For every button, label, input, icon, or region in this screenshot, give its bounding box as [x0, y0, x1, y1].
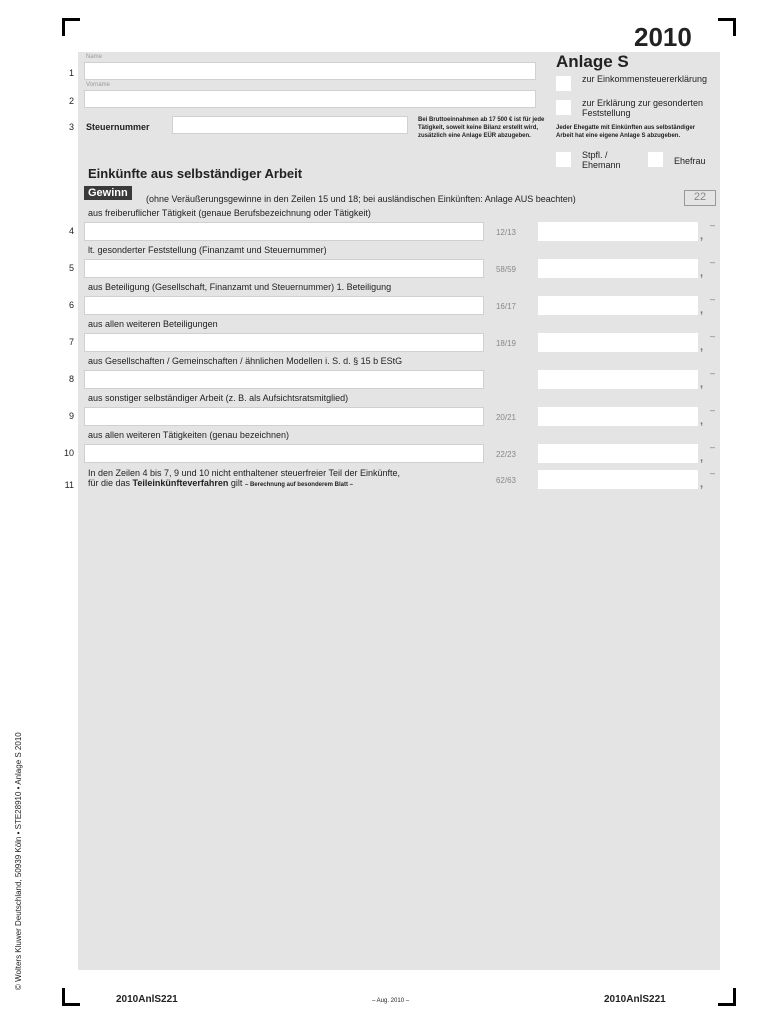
- cents-dash: –: [710, 220, 716, 230]
- row-number: 11: [64, 480, 74, 490]
- gewinn-note: (ohne Veräußerungsgewinne in den Zeilen 15 und 18; bei ausländischen Einkünften: Anlage AUS beachten): [146, 194, 576, 204]
- cents-dash: –: [710, 368, 716, 378]
- row11-label-b: [88, 478, 353, 490]
- checkbox-stpfl-ehemann[interactable]: [556, 152, 571, 167]
- row-description-field[interactable]: [84, 296, 484, 315]
- row-number: 10: [63, 448, 74, 458]
- row-amount[interactable]: [538, 296, 698, 315]
- option-einkommensteuererklaerung: zur Einkommensteuererklärung: [582, 74, 708, 84]
- cents-dash: –: [710, 257, 716, 267]
- row-code: 18/19: [495, 339, 517, 348]
- decimal-comma: ,: [700, 267, 704, 279]
- row-amount[interactable]: [538, 259, 698, 278]
- row-number: 2: [68, 96, 74, 106]
- row-number: 8: [68, 374, 74, 384]
- note-ehegatte: Jeder Ehegatte mit Einkünften aus selbständiger Arbeit hat eine eigene Anlage S abzugeben.: [556, 125, 696, 139]
- form-id-left: 2010AnlS221: [116, 994, 178, 1005]
- label-ehefrau: Ehefrau: [674, 156, 706, 166]
- row-label: aus Beteiligung (Gesellschaft, Finanzamt und Steuernummer) 1. Beteiligung: [88, 282, 392, 292]
- row-label: aus allen weiteren Tätigkeiten (genau bezeichnen): [88, 430, 289, 440]
- row-description-field[interactable]: [84, 222, 484, 241]
- decimal-comma: ,: [700, 230, 704, 242]
- row11-bold: Teileinkünfteverfahren: [132, 478, 229, 488]
- form-background: [78, 52, 720, 970]
- row-description-field[interactable]: [84, 370, 484, 389]
- form-year: 2010: [634, 22, 692, 52]
- row-number: 6: [68, 300, 74, 310]
- decimal-comma: ,: [700, 341, 704, 353]
- row-label: aus freiberuflicher Tätigkeit (genaue Berufsbezeichnung oder Tätigkeit): [88, 208, 371, 218]
- row-code: 58/59: [495, 265, 517, 274]
- row11-note: – Berechnung auf besonderem Blatt –: [244, 482, 353, 488]
- decimal-comma: ,: [700, 378, 704, 390]
- vorname-field[interactable]: [84, 90, 536, 108]
- checkbox-gesonderte-feststellung[interactable]: [556, 100, 571, 115]
- corner-mark-bottom-right: [718, 988, 736, 1006]
- row-code: 16/17: [495, 302, 517, 311]
- row-description-field[interactable]: [84, 259, 484, 278]
- cents-dash: –: [710, 294, 716, 304]
- row-number: 9: [68, 411, 74, 421]
- corner-mark-bottom-left: [62, 988, 80, 1006]
- row-amount[interactable]: [538, 333, 698, 352]
- row11-label-a: In den Zeilen 4 bis 7, 9 und 10 nicht enthaltener steuerfreier Teil der Einkünfte,: [88, 468, 401, 478]
- section-title: Einkünfte aus selbständiger Arbeit: [88, 166, 303, 181]
- row11-text: für die das: [88, 478, 131, 488]
- row-amount[interactable]: [538, 370, 698, 389]
- row-label: aus allen weiteren Beteiligungen: [88, 319, 218, 329]
- form-date: – Aug. 2010 –: [372, 998, 410, 1004]
- row-amount[interactable]: [538, 222, 698, 241]
- decimal-comma: ,: [700, 304, 704, 316]
- row-description-field[interactable]: [84, 333, 484, 352]
- corner-mark-top-left: [62, 18, 80, 36]
- gewinn-code: 22: [684, 190, 716, 206]
- row-amount[interactable]: [538, 444, 698, 463]
- form-id-right: 2010AnlS221: [604, 994, 666, 1005]
- row11-text: gilt: [230, 478, 243, 488]
- form-title: Anlage S: [556, 52, 629, 71]
- option-gesonderte-feststellung: zur Erklärung zur gesonderten Feststellung: [582, 98, 704, 118]
- decimal-comma: ,: [700, 452, 704, 464]
- decimal-comma: ,: [700, 478, 704, 490]
- row11-amount[interactable]: [538, 470, 698, 489]
- row-label: aus Gesellschaften / Gemeinschaften / ähnlichen Modellen i. S. d. § 15 b EStG: [88, 356, 403, 366]
- label-stpfl-ehemann: Stpfl. / Ehemann: [582, 150, 621, 170]
- name-field[interactable]: [84, 62, 536, 80]
- cents-dash: –: [710, 331, 716, 341]
- checkbox-einkommensteuererklaerung[interactable]: [556, 76, 571, 91]
- row-description-field[interactable]: [84, 444, 484, 463]
- corner-mark-top-right: [718, 18, 736, 36]
- row-number: 3: [68, 122, 74, 132]
- row-description-field[interactable]: [84, 407, 484, 426]
- decimal-comma: ,: [700, 415, 704, 427]
- section-tag-gewinn: Gewinn: [84, 186, 132, 200]
- row-amount[interactable]: [538, 407, 698, 426]
- row-number: 5: [68, 263, 74, 273]
- cents-dash: –: [710, 468, 716, 478]
- row-number: 7: [68, 337, 74, 347]
- steuernummer-label: Steuernummer: [86, 122, 150, 132]
- steuernummer-field[interactable]: [172, 116, 408, 134]
- vorname-label: Vorname: [86, 82, 111, 88]
- row-label: aus sonstiger selbständiger Arbeit (z. B. als Aufsichtsratsmitglied): [88, 393, 349, 403]
- row-number: 1: [68, 68, 74, 78]
- row-code: 20/21: [495, 413, 517, 422]
- checkbox-ehefrau[interactable]: [648, 152, 663, 167]
- row-number: 4: [68, 226, 74, 236]
- copyright-side-text: © Wolters Kluwer Deutschland, 50939 Köln • STE28910 • Anlage S 2010: [14, 732, 23, 990]
- row-label: lt. gesonderter Feststellung (Finanzamt und Steuernummer): [88, 245, 327, 255]
- row-code: 22/23: [495, 450, 517, 459]
- cents-dash: –: [710, 405, 716, 415]
- note-bruttoeinnahmen: Bei Bruttoeinnahmen ab 17 500 € ist für jede Tätigkeit, soweit keine Bilanz erstellt wird, zusätzlich eine Anlage EÜR abzugeben.: [418, 117, 545, 139]
- row-code: 12/13: [495, 228, 517, 237]
- name-label: Name: [86, 54, 103, 60]
- row11-code: 62/63: [495, 476, 517, 485]
- cents-dash: –: [710, 442, 716, 452]
